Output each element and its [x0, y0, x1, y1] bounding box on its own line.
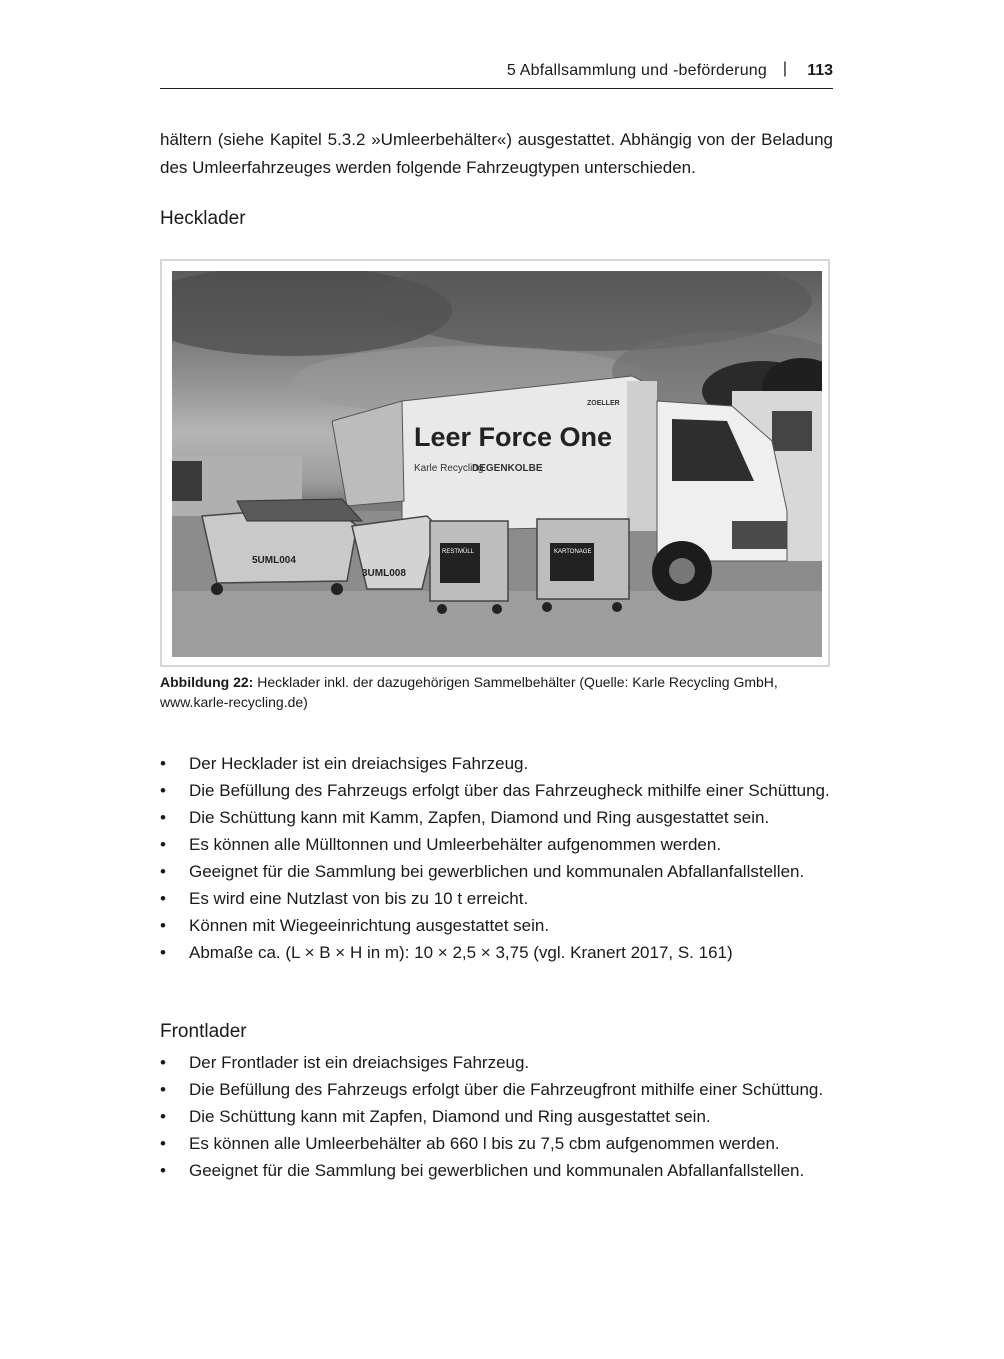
hecklader-photo	[172, 271, 822, 657]
photo-illustration	[172, 271, 822, 657]
heading-frontlader: Frontlader	[160, 1021, 247, 1042]
intro-paragraph: hältern (siehe Kapitel 5.3.2 »Umleerbehälter«) ausgestattet. Abhängig von der Beladung des Umleerfahrzeuges werden folgende Fahrzeugtypen unterschieden.	[160, 130, 833, 177]
list-item: • Können mit Wiegeeinrichtung ausgestattet sein.	[160, 912, 833, 939]
karle-logo: Karle Recycling	[414, 463, 484, 474]
list-item: • Es können alle Mülltonnen und Umleerbehälter aufgenommen werden.	[160, 831, 833, 858]
bullet-icon: •	[160, 781, 166, 800]
bin-1-label: RESTMÜLL	[442, 549, 475, 555]
bullet-icon: •	[160, 916, 166, 935]
header-separator: |	[782, 60, 787, 77]
list-item: • Geeignet für die Sammlung bei gewerblichen und kommunalen Abfallanfallstellen.	[160, 1157, 833, 1184]
heading-hecklader: Hecklader	[160, 208, 246, 229]
bullet-icon: •	[160, 1161, 166, 1180]
list-item: • Es wird eine Nutzlast von bis zu 10 t erreicht.	[160, 885, 833, 912]
page-number: 113	[807, 62, 833, 79]
list-item: • Geeignet für die Sammlung bei gewerblichen und kommunalen Abfallanfallstellen.	[160, 858, 833, 885]
list-item: • Es können alle Umleerbehälter ab 660 l bis zu 7,5 cbm aufgenommen werden.	[160, 1130, 833, 1157]
container-1-label: 5UML004	[252, 555, 296, 566]
figure-frame	[160, 259, 830, 667]
running-header	[160, 60, 833, 89]
figure-caption	[160, 672, 833, 712]
bullet-icon: •	[160, 754, 166, 773]
bullet-icon: •	[160, 862, 166, 881]
caption-label: Abbildung 22:	[160, 674, 254, 690]
list-item: • Der Hecklader ist ein dreiachsiges Fahrzeug.	[160, 750, 833, 777]
truck-lettering: Leer Force One	[414, 422, 613, 452]
bin-2-label: KARTONAGE	[554, 549, 592, 555]
bullet-icon: •	[160, 1053, 166, 1072]
list-item: • Die Befüllung des Fahrzeugs erfolgt über die Fahrzeugfront mithilfe einer Schüttung.	[160, 1076, 833, 1103]
bullet-icon: •	[160, 1107, 166, 1126]
container-2-label: 3UML008	[362, 568, 406, 579]
list-item: • Abmaße ca. (L × B × H in m): 10 × 2,5 × 3,75 (vgl. Kranert 2017, S. 161)	[160, 939, 833, 966]
bullet-icon: •	[160, 889, 166, 908]
list-item: • Der Frontlader ist ein dreiachsiges Fahrzeug.	[160, 1049, 833, 1076]
list-item: • Die Schüttung kann mit Kamm, Zapfen, Diamond und Ring ausgestattet sein.	[160, 804, 833, 831]
hecklader-list	[160, 750, 833, 966]
degenkolbe-logo: DEGENKOLBE	[472, 463, 543, 474]
chapter-title: 5 Abfallsammlung und -beförderung	[506, 62, 767, 79]
zoeller-logo: ZOELLER	[587, 400, 620, 407]
frontlader-list	[160, 1049, 833, 1184]
bullet-icon: •	[160, 835, 166, 854]
bullet-icon: •	[160, 1080, 166, 1099]
bullet-icon: •	[160, 943, 166, 962]
caption-text: Hecklader inkl. der dazugehörigen Sammelbehälter (Quelle: Karle Recycling GmbH, www.karle-recycling.de)	[160, 674, 778, 710]
bullet-icon: •	[160, 1134, 166, 1153]
list-item: • Die Schüttung kann mit Zapfen, Diamond und Ring ausgestattet sein.	[160, 1103, 833, 1130]
bullet-icon: •	[160, 808, 166, 827]
list-item: • Die Befüllung des Fahrzeugs erfolgt über das Fahrzeugheck mithilfe einer Schüttung.	[160, 777, 833, 804]
